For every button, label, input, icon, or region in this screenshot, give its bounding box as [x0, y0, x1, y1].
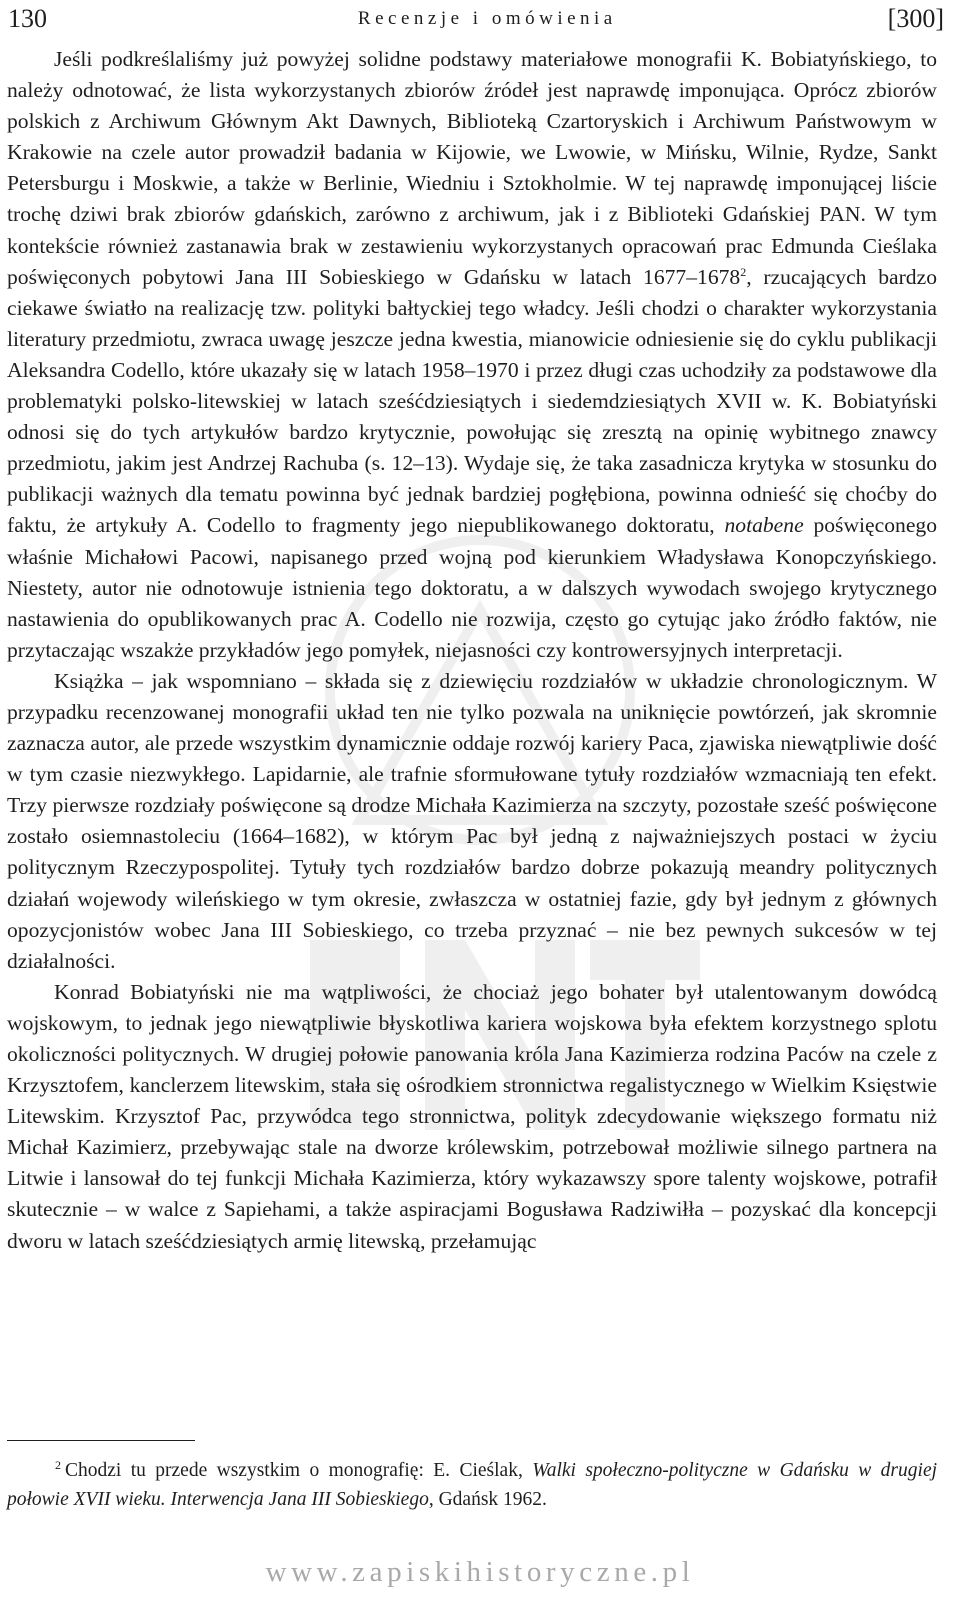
footnote-separator: [7, 1440, 195, 1441]
running-header: [8, 2, 944, 36]
paragraph-1-part-1: Jeśli podkreślaliśmy już powyżej solidne podstawy materiałowe monografii K. Bobiatyńskiego, to należy odnotować, że lista wykorzystanych zbiorów źródeł jest naprawdę imponująca. Oprócz zbiorów polskich z Archiwum Głównym Akt Dawnych, Biblioteką Czartoryskich i Archiwum Państwowym w Krakowie na czele autor prowadził badania w Kijowie, we Lwowie, w Mińsku, Wilnie, Rydze, Sankt Petersburgu i Moskwie, a także w Berlinie, Wiedniu i Sztokholmie. W tej naprawdę imponującej liście trochę dziwi brak zbiorów gdańskich, zarówno z archiwum, jak i z Biblioteki Gdańskiej PAN. W tym kontekście również zastanawia brak w zestawieniu wykorzystanych opracowań prac Edmunda Cieślaka poświęconych pobytowi Jana III Sobieskiego w Gdańsku w latach 1677–1678: [7, 47, 937, 289]
footnote-mark: 2: [55, 1457, 61, 1472]
paragraph-1-part-3: poświęconego właśnie Michałowi Pacowi, napisanego przed wojną pod kierunkiem Władysława Konopczyńskiego. Niestety, autor nie odnotowuje istnienia tego doktoratu, a w dalszych wywodach swojego krytycznego nastawienia do opublikowanych prac A. Codello nie rozwija, często go cytując jako źródło faktów, nie przytaczając wszakże przykładów jego pomyłek, niejasności czy kontrowersyjnych interpretacji.: [7, 513, 937, 662]
paragraph-1: [7, 44, 937, 666]
footnote: [7, 1456, 937, 1514]
body-text: [7, 44, 937, 1257]
website-footer: www.zapiskihistoryczne.pl: [265, 1556, 695, 1588]
paragraph-3: Konrad Bobiatyński nie ma wątpliwości, że chociaż jego bohater był utalentowanym dowódcą wojskowym, to jednak jego niewątpliwie błyskotliwa kariera wojskowa była efektem korzystnego splotu okoliczności politycznych. W drugiej połowie panowania króla Jana Kazimierza rodzina Paców na czele z Krzysztofem, kanclerzem litewskim, stała się ośrodkiem stronnictwa regalistycznego w Wielkim Księstwie Litewskim. Krzysztof Pac, przywódca tego stronnictwa, polityk zdecydowanie większego formatu niż Michał Kazimierz, przebywając stale na dworze królewskim, potrzebował możliwie silnego partnera na Litwie i lansował do tej funkcji Michała Kazimierza, który wykazawszy spore talenty wojskowe, potrafił skutecznie – w walce z Sapiehami, a także aspiracjami Bogusława Radziwiłła – pozyskać dla koncepcji dworu w latach sześćdziesiątych armię litewską, przełamując: [7, 979, 937, 1253]
footnote-tail: , Gdańsk 1962.: [428, 1489, 547, 1510]
footnote-reference: 2: [740, 264, 747, 279]
paragraph-1-part-2: , rzucających bardzo ciekawe światło na realizację tzw. polityki bałtyckiej tego władcy. Jeśli chodzi o charakter wykorzystania literatury przedmiotu, zwraca uwagę jeszcze jedna kwestia, mianowicie odniesienie się do cyklu publikacji Aleksandra Codello, które ukazały się w latach 1958–1970 i przez długi czas uchodziły za podstawowe dla problematyki polsko-litewskiej w latach sześćdziesiątych i siedemdziesiątych XVII w. K. Bobiatyński odnosi się do tych artykułów bardzo krytycznie, powołując się zresztą na opinię wybitnego znawcy przedmiotu, jakim jest Andrzej Rachuba (s. 12–13). Wydaje się, że taka zasadnicza krytyka w stosunku do publikacji ważnych dla tematu powinna być jednak bardziej pogłębiona, powinna odnieść się choćby do faktu, że artykuły A. Codello to fragmenty jego niepublikowanego doktoratu,: [7, 264, 937, 538]
original-folio: [300]: [887, 4, 944, 33]
footnote-title: Walki społeczno-polityczne w Gdańsku w drugiej połowie XVII wieku. Interwencja Jana III Sobieskiego: [7, 1460, 938, 1510]
page-number: 130: [8, 4, 47, 33]
footnote-lead: Chodzi tu przede wszystkim o monografię: E. Cieślak,: [65, 1460, 523, 1481]
italic-term: notabene: [724, 513, 804, 538]
paragraph-2: Książka – jak wspomniano – składa się z dziewięciu rozdziałów w układzie chronologicznym. W przypadku recenzowanej monografii układ ten nie tylko pozwala na uniknięcie powtórzeń, jak skromnie zaznacza autor, ale przede wszystkim dynamicznie oddaje rozwój kariery Paca, zjawiska niewątpliwie dość w tym czasie niezwykłego. Lapidarnie, ale trafnie sformułowane tytuły rozdziałów wzmacniają ten efekt. Trzy pierwsze rozdziały poświęcone są drodze Michała Kazimierza na szczyty, pozostałe sześć poświęcone zostało osiemnastoleciu (1664–1682), w którym Pac był jedną z najważniejszych postaci w życiu politycznym Rzeczypospolitej. Tytuły tych rozdziałów bardzo dobrze pokazują meandry politycznych działań wojewody wileńskiego w tym okresie, zwłaszcza w ostatniej fazie, gdy był jednym z głównych opozycjonistów wobec Jana III Sobieskiego, co trzeba przyznać – nie bez pewnych sukcesów w tej działalności.: [7, 668, 937, 973]
running-head: Recenzje i omówienia: [357, 8, 617, 29]
